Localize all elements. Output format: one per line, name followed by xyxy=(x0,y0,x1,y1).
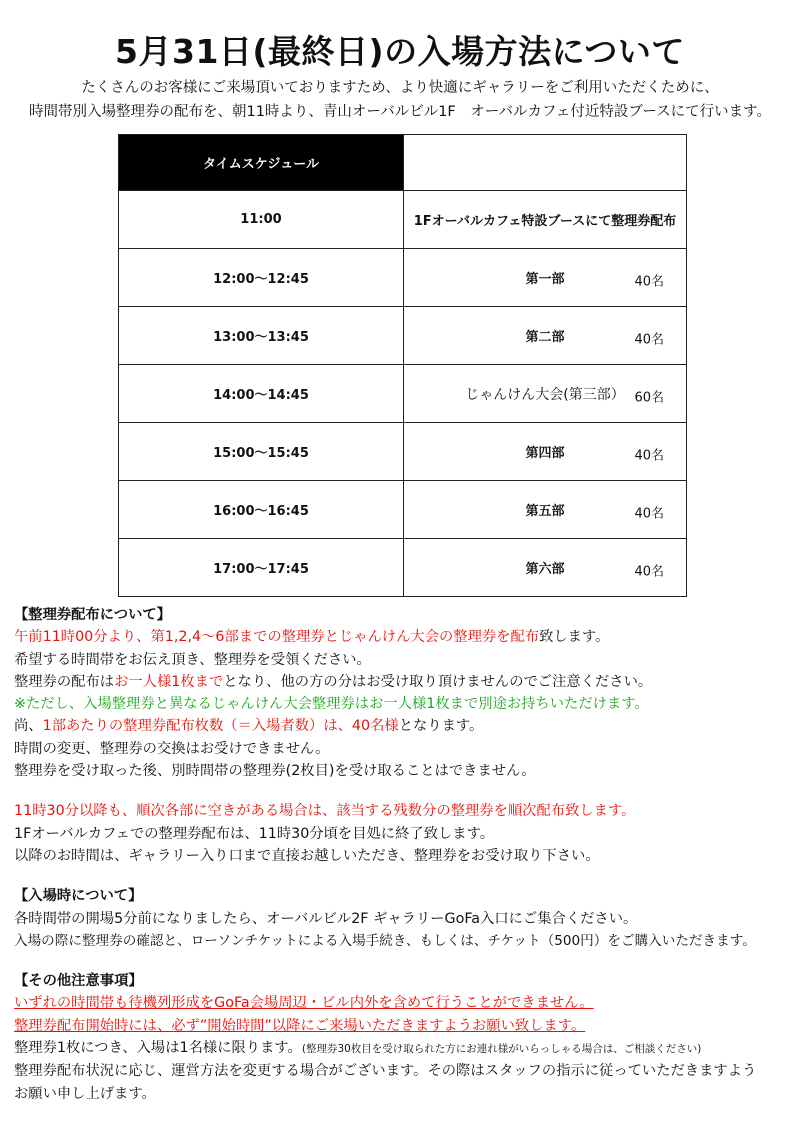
text-line: 各時間帯の開場5分前になりましたら、オーバルビル2F ギャラリーGoFa入口にご集合ください。 xyxy=(14,910,638,927)
section-heading: 【その他注意事項】 xyxy=(14,973,143,990)
text-line: 入場の際に整理券の確認と、ローソンチケットによる入場手続き、もしくは、チケット（500円）をご購入いただきます。 xyxy=(14,932,756,949)
notice-body xyxy=(14,604,794,1105)
note-cell: 1Fオーバルカフェ特設ブースにて整理券配布 xyxy=(404,191,687,249)
part-name: 第二部 xyxy=(525,330,565,345)
table-row xyxy=(119,423,687,481)
part-name: 第六部 xyxy=(525,562,565,577)
text-line-red: いずれの時間帯も待機列形成をGoFa会場周辺・ビル内外を含めて行うことができません。 xyxy=(14,995,594,1012)
table-row xyxy=(119,249,687,307)
text-span: 整理券1枚につき、入場は1名様に限ります。 xyxy=(14,1040,302,1057)
highlight-text: 午前11時00分より、第1,2,4～6部までの整理券とじゃんけん大会の整理券を配布 xyxy=(14,629,540,646)
highlight-text: 1部あたりの整理券配布枚数（＝入場者数）は、40名様 xyxy=(42,718,399,735)
schedule-table xyxy=(118,134,687,597)
part-cell xyxy=(404,481,687,539)
small-note: (整理券30枚目を受け取られた方にお連れ様がいらっしゃる場合は、ご相談ください) xyxy=(301,1043,702,1056)
table-row xyxy=(119,539,687,597)
text-line: 1Fオーバルカフェでの整理券配布は、11時30分頃を目処に終了致します。 xyxy=(14,825,495,842)
text-line: 時間の変更、整理券の交換はお受けできません。 xyxy=(14,740,330,757)
part-cell xyxy=(404,249,687,307)
time-cell: 12:00～12:45 xyxy=(119,249,404,307)
text-span: となります。 xyxy=(398,718,484,735)
table-row xyxy=(119,365,687,423)
time-cell: 14:00～14:45 xyxy=(119,365,404,423)
text-line-red: 11時30分以降も、順次各部に空きがある場合は、該当する残数分の整理券を順次配布致します。 xyxy=(14,803,636,820)
part-name: じゃんけん大会(第三部） xyxy=(465,386,625,403)
capacity: 40名 xyxy=(634,273,664,289)
table-row xyxy=(119,307,687,365)
time-cell: 16:00～16:45 xyxy=(119,481,404,539)
text-span: 尚、 xyxy=(14,718,43,735)
text-line xyxy=(14,671,794,693)
text-line xyxy=(14,1037,794,1060)
text-line-red: 整理券配布開始時には、必ず”開始時間”以降にご来場いただきますようお願い致します。 xyxy=(14,1017,586,1034)
text-line: 整理券配布状況に応じ、運営方法を変更する場合がございます。その際はスタッフの指示に従っていただきますよう xyxy=(14,1063,757,1080)
table-row xyxy=(119,481,687,539)
section-heading: 【整理券配布について】 xyxy=(14,607,171,623)
text-line: 希望する時間帯をお伝え頂き、整理券を受領ください。 xyxy=(14,651,371,668)
time-cell: 11:00 xyxy=(119,191,404,249)
part-name: 第四部 xyxy=(525,446,565,461)
time-cell: 17:00～17:45 xyxy=(119,539,404,597)
text-span: 致します。 xyxy=(539,629,610,646)
text-span: 整理券の配布は xyxy=(14,673,115,690)
text-line: 整理券を受け取った後、別時間帯の整理券(2枚目)を受け取ることはできません。 xyxy=(14,763,536,780)
capacity: 40名 xyxy=(634,331,664,347)
intro-line: たくさんのお客様にご来場頂いておりますため、より快適にギャラリーをご利用いただくために、 xyxy=(81,80,719,96)
text-span: となり、他の方の分はお受け取り頂けませんのでご注意ください。 xyxy=(223,673,653,690)
part-cell xyxy=(404,365,687,423)
capacity: 40名 xyxy=(634,447,664,463)
capacity: 40名 xyxy=(634,505,664,521)
time-cell: 15:00～15:45 xyxy=(119,423,404,481)
capacity: 60名 xyxy=(634,389,664,405)
text-line: お願い申し上げます。 xyxy=(14,1085,156,1102)
text-line: 以降のお時間は、ギャラリー入り口まで直接お越しいただき、整理券をお受け取り下さい。 xyxy=(14,847,600,864)
part-name: 第一部 xyxy=(525,272,565,287)
page-title: 5月31日(最終日)の入場方法について xyxy=(115,32,685,71)
intro-line: 時間帯別入場整理券の配布を、朝11時より、青山オーバルビル1F オーバルカフェ付近特設ブースにて行います。 xyxy=(28,104,772,120)
part-cell xyxy=(404,307,687,365)
schedule-header-row xyxy=(119,135,687,191)
section-heading: 【入場時について】 xyxy=(14,888,143,905)
part-cell xyxy=(404,423,687,481)
text-line xyxy=(14,626,794,648)
part-cell xyxy=(404,539,687,597)
capacity: 40名 xyxy=(634,563,664,579)
schedule-header: タイムスケジュール xyxy=(119,135,404,191)
time-cell: 13:00～13:45 xyxy=(119,307,404,365)
intro-text xyxy=(0,76,800,124)
highlight-text: お一人様1枚まで xyxy=(114,673,224,690)
part-name: 第五部 xyxy=(525,504,565,519)
text-line xyxy=(14,715,794,737)
schedule-header-blank xyxy=(404,135,687,191)
text-line-green: ※ただし、入場整理券と異なるじゃんけん大会整理券はお一人様1枚まで別途お持ちいただけます。 xyxy=(14,696,649,713)
table-row xyxy=(119,191,687,249)
